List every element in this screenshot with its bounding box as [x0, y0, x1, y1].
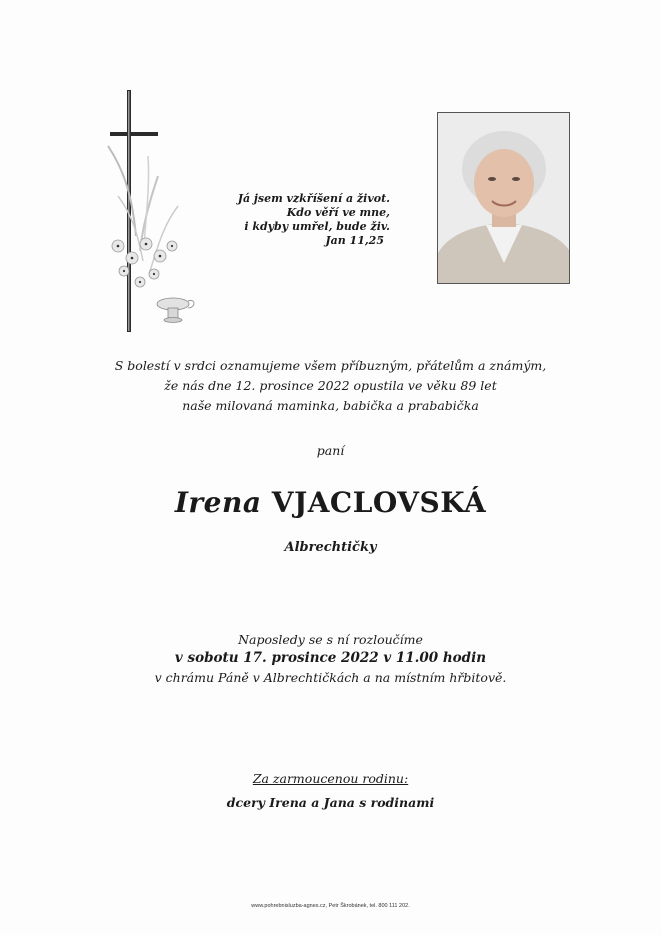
deceased-nickname: Albrechtičky: [284, 540, 377, 555]
funeral-place: v chrámu Páně v Albrechtičkách a na místním hřbitově.: [154, 670, 507, 685]
funeral-service-footer: www.pohrebnisluzba-agnes.cz, Petr Škrobánek, tel. 800 111 202.: [251, 903, 410, 909]
cross-with-lilies-icon: [88, 86, 208, 336]
announcement-line: naše milovaná maminka, babička a prababička: [182, 398, 479, 413]
bible-verse: [200, 192, 390, 248]
announcement-line: že nás dne 12. prosince 2022 opustila ve věku 89 let: [164, 378, 497, 393]
title-word: paní: [316, 443, 345, 458]
verse-line: i kdyby umřel, bude živ.: [244, 220, 390, 233]
portrait-figure-icon: [438, 113, 570, 284]
portrait-photo: [437, 112, 570, 284]
family-signature: [0, 767, 661, 815]
verse-line: Já jsem vzkříšení a život.: [237, 192, 390, 205]
announcement-line: S bolestí v srdci oznamujeme všem příbuzným, přátelům a známým,: [114, 358, 547, 373]
last-name: VJACLOVSKÁ: [271, 486, 487, 519]
family-heading: Za zarmoucenou rodinu:: [252, 771, 409, 786]
funeral-datetime: v sobotu 17. prosince 2022 v 11.00 hodin: [174, 650, 487, 666]
verse-reference: Jan 11,25: [325, 234, 384, 247]
verse-line: Kdo věří ve mne,: [286, 206, 390, 219]
funeral-info: [60, 630, 601, 687]
deceased-name: [0, 486, 661, 519]
family-names: dcery Irena a Jana s rodinami: [226, 795, 435, 810]
funeral-intro: Naposledy se s ní rozloučíme: [238, 632, 423, 647]
first-name: Irena: [174, 486, 262, 519]
death-announcement: [60, 356, 601, 416]
